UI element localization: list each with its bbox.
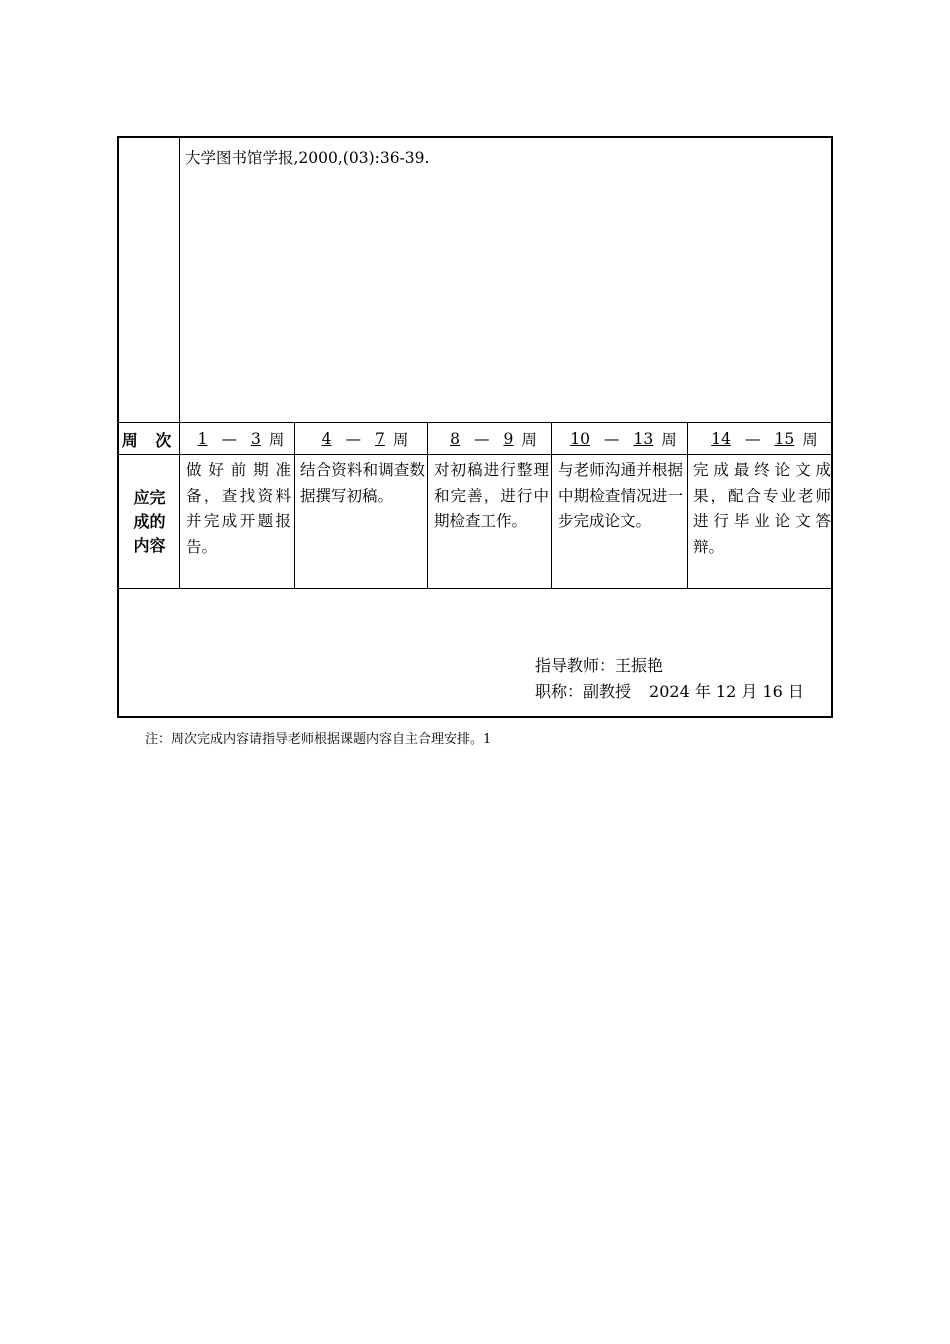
week-unit: 周 (268, 431, 285, 449)
horizontal-divider-task-bottom (119, 588, 833, 589)
task-header (119, 455, 180, 588)
advisor-label: 指导教师： (535, 656, 616, 675)
week-end: 3 (250, 430, 261, 448)
week-start: 1 (197, 430, 208, 448)
week-unit: 周 (392, 431, 409, 449)
week-cell-2 (295, 423, 427, 455)
week-cell-1 (180, 423, 294, 455)
week-unit: 周 (521, 431, 537, 449)
week-end: 15 (774, 430, 795, 448)
week-unit: 周 (661, 431, 677, 449)
week-cell-5 (688, 423, 833, 455)
week-cell-4 (552, 423, 687, 455)
week-separator: — (221, 430, 237, 448)
task-cell-4: 与老师沟通并根据中期检查情况进一步完成论文。 (558, 461, 683, 530)
task-cell-1: 做好前期准备，查找资料并完成开题报告。 (186, 461, 291, 556)
task-cell-5: 完成最终论文成果，配合专业老师进行毕业论文答辩。 (693, 461, 831, 556)
week-separator: — (473, 430, 490, 448)
week-unit: 周 (802, 431, 818, 449)
week-start: 10 (570, 430, 590, 448)
week-separator: — (744, 430, 761, 448)
week-end: 9 (503, 430, 514, 448)
week-start: 8 (450, 430, 460, 448)
week-end: 7 (374, 430, 385, 448)
signature-block (535, 653, 804, 705)
week-start: 4 (321, 430, 332, 448)
footnote: 注：周次完成内容请指导老师根据课题内容自主合理安排。1 (145, 732, 492, 747)
title-value: 副教授 (583, 682, 632, 701)
week-cell-3 (428, 423, 551, 455)
sign-date: 2024 年 12 月 16 日 (649, 682, 804, 701)
task-cell-2: 结合资料和调查数据撰写初稿。 (300, 461, 425, 505)
task-header-label: 应完成的内容 (133, 487, 166, 555)
reference-text: 大学图书馆学报,2000,(03):36-39. (185, 149, 430, 167)
week-start: 14 (711, 430, 731, 448)
title-date-line (535, 679, 804, 705)
title-label: 职称： (535, 682, 584, 701)
task-cell-3: 对初稿进行整理和完善，进行中期检查工作。 (434, 461, 549, 530)
week-end: 13 (633, 430, 654, 448)
advisor-line (535, 653, 804, 679)
schedule-table (117, 136, 833, 718)
week-header: 周 次 (121, 430, 178, 450)
advisor-name: 王振艳 (615, 656, 664, 675)
week-separator: — (603, 430, 620, 448)
week-separator: — (345, 430, 361, 448)
